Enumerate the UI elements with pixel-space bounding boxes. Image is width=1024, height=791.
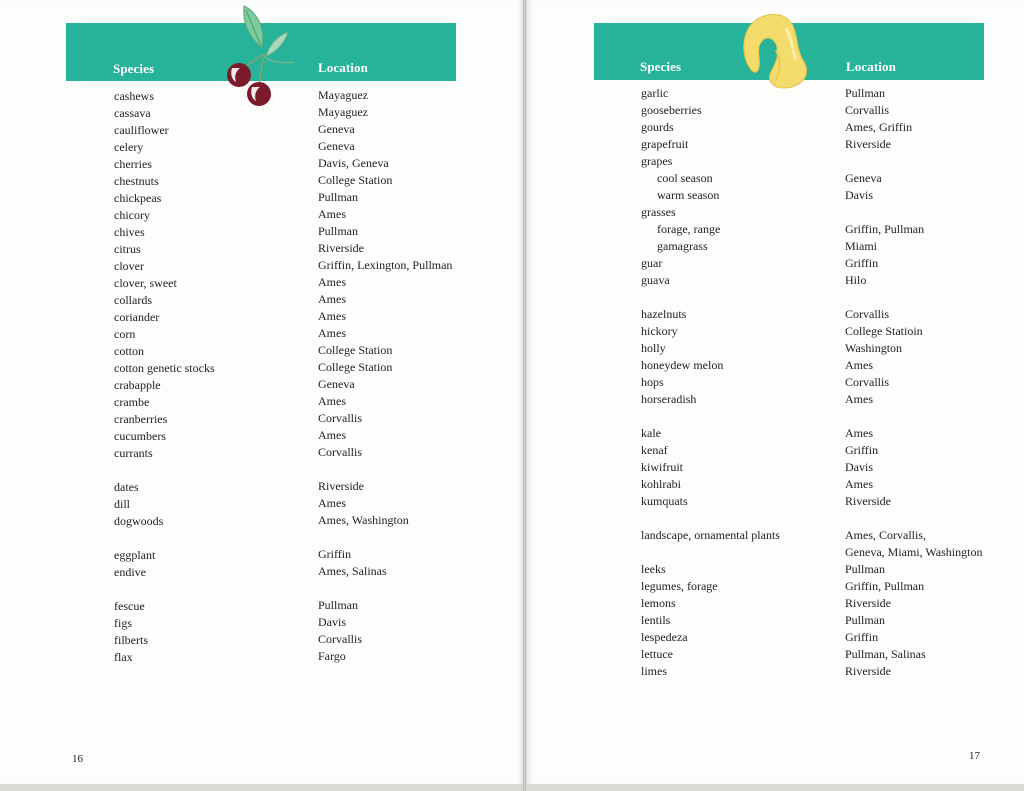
species-cell: holly: [641, 341, 666, 355]
species-cell: corn: [114, 327, 136, 341]
species-cell: clover: [114, 259, 144, 273]
species-cell: cherries: [114, 157, 152, 171]
location-cell: Pullman: [318, 598, 359, 612]
location-cell: Ames, Washington: [318, 513, 409, 527]
species-cell: cranberries: [114, 412, 168, 426]
species-cell: cucumbers: [114, 429, 166, 443]
location-cell: Mayaguez: [318, 88, 368, 102]
species-cell: citrus: [114, 242, 141, 256]
species-cell: hops: [641, 375, 664, 389]
right-page: [526, 0, 1024, 784]
species-cell: chives: [114, 225, 145, 239]
left-location-column: [318, 87, 452, 665]
species-cell: cassava: [114, 106, 151, 120]
species-cell: hazelnuts: [641, 307, 687, 321]
location-cell: [318, 461, 452, 478]
location-cell: Corvallis: [845, 375, 889, 389]
location-cell: Griffin, Lexington, Pullman: [318, 258, 453, 272]
location-cell: Ames: [318, 496, 346, 510]
location-cell: Ames: [318, 428, 346, 442]
location-cell: Riverside: [318, 241, 364, 255]
location-cell: Davis: [845, 188, 873, 202]
species-cell: eggplant: [114, 548, 156, 562]
species-cell: legumes, forage: [641, 579, 718, 593]
species-cell: chickpeas: [114, 191, 162, 205]
location-cell: Ames: [845, 477, 873, 491]
species-cell: dates: [114, 480, 139, 494]
location-cell: Ames: [845, 358, 873, 372]
species-cell: forage, range: [657, 222, 721, 236]
location-cell: Griffin: [845, 256, 879, 270]
species-cell: figs: [114, 616, 132, 630]
species-cell: coriander: [114, 310, 160, 324]
species-cell: [114, 581, 215, 598]
location-cell: Riverside: [318, 479, 364, 493]
species-cell: crabapple: [114, 378, 161, 392]
species-cell: [641, 289, 780, 306]
location-cell: Corvallis: [318, 445, 362, 459]
location-cell: Ames: [318, 275, 346, 289]
species-cell: [641, 510, 780, 527]
species-cell: [114, 530, 215, 547]
location-cell: Griffin: [845, 630, 879, 644]
location-cell: Ames: [318, 207, 346, 221]
species-cell: kumquats: [641, 494, 688, 508]
location-cell: Ames: [318, 292, 346, 306]
species-cell: guar: [641, 256, 663, 270]
left-species-heading: Species: [113, 61, 155, 76]
location-cell: Griffin, Pullman: [845, 222, 925, 236]
species-cell: [641, 544, 780, 561]
location-cell: Ames: [318, 309, 346, 323]
species-cell: lespedeza: [641, 630, 688, 644]
location-cell: Ames: [845, 426, 873, 440]
species-cell: dogwoods: [114, 514, 164, 528]
location-cell: Corvallis: [318, 411, 362, 425]
location-cell: Ames, Corvallis,: [845, 528, 926, 542]
location-cell: Pullman: [318, 190, 359, 204]
species-cell: filberts: [114, 633, 148, 647]
location-cell: Riverside: [845, 494, 891, 508]
species-cell: [114, 462, 215, 479]
location-cell: Griffin, Pullman: [845, 579, 925, 593]
species-cell: endive: [114, 565, 146, 579]
location-cell: Geneva: [318, 377, 355, 391]
location-cell: Washington: [845, 341, 903, 355]
species-cell: garlic: [641, 86, 669, 100]
species-cell: dill: [114, 497, 131, 511]
location-cell: [845, 510, 982, 527]
location-cell: College Station: [318, 343, 393, 357]
location-cell: Davis, Geneva: [318, 156, 389, 170]
right-species-column: [641, 85, 780, 680]
location-cell: Riverside: [845, 664, 891, 678]
species-cell: gooseberries: [641, 103, 702, 117]
species-cell: warm season: [657, 188, 720, 202]
location-cell: Davis: [845, 460, 873, 474]
location-cell: [845, 289, 982, 306]
location-cell: College Station: [318, 173, 393, 187]
location-cell: Corvallis: [845, 307, 889, 321]
location-cell: Pullman: [845, 613, 886, 627]
location-cell: Corvallis: [318, 632, 362, 646]
location-cell: Corvallis: [845, 103, 889, 117]
species-cell: landscape, ornamental plants: [641, 528, 780, 542]
location-cell: College Station: [318, 360, 393, 374]
location-cell: Ames: [318, 394, 346, 408]
location-cell: Hilo: [845, 273, 867, 287]
species-cell: cotton: [114, 344, 144, 358]
cherries-icon: [222, 4, 302, 108]
location-cell: [845, 153, 982, 170]
gourd-icon: [736, 10, 816, 90]
location-cell: Fargo: [318, 649, 346, 663]
species-cell: chestnuts: [114, 174, 159, 188]
location-cell: Riverside: [845, 137, 891, 151]
species-cell: cotton genetic stocks: [114, 361, 215, 375]
species-cell: lemons: [641, 596, 676, 610]
location-cell: Ames: [845, 392, 873, 406]
location-cell: Davis: [318, 615, 346, 629]
species-cell: kenaf: [641, 443, 668, 457]
location-cell: Griffin: [845, 443, 879, 457]
species-cell: chicory: [114, 208, 150, 222]
location-cell: College Statioin: [845, 324, 923, 338]
location-cell: [318, 580, 452, 597]
species-cell: gamagrass: [657, 239, 708, 253]
species-cell: kale: [641, 426, 661, 440]
location-cell: Pullman: [318, 224, 359, 238]
species-cell: celery: [114, 140, 144, 154]
location-cell: Griffin: [318, 547, 352, 561]
location-cell: Pullman: [845, 86, 886, 100]
species-cell: limes: [641, 664, 667, 678]
location-cell: Geneva: [318, 122, 355, 136]
species-cell: flax: [114, 650, 133, 664]
species-cell: lentils: [641, 613, 671, 627]
location-cell: [845, 204, 982, 221]
location-cell: Geneva: [845, 171, 882, 185]
location-cell: Pullman, Salinas: [845, 647, 926, 661]
species-cell: leeks: [641, 562, 666, 576]
location-cell: Ames, Griffin: [845, 120, 913, 134]
left-species-column: [114, 88, 215, 666]
species-cell: honeydew melon: [641, 358, 724, 372]
location-cell: [845, 408, 982, 425]
location-cell: Geneva: [318, 139, 355, 153]
species-cell: crambe: [114, 395, 150, 409]
species-cell: cauliflower: [114, 123, 169, 137]
species-cell: hickory: [641, 324, 678, 338]
location-cell: Pullman: [845, 562, 886, 576]
left-page-number: 16: [72, 753, 83, 765]
species-cell: clover, sweet: [114, 276, 177, 290]
location-cell: Ames, Salinas: [318, 564, 387, 578]
species-cell: gourds: [641, 120, 674, 134]
location-cell: Geneva, Miami, Washington: [845, 545, 983, 559]
species-cell: guava: [641, 273, 670, 287]
species-cell: collards: [114, 293, 152, 307]
species-cell: cool season: [657, 171, 713, 185]
location-cell: Mayaguez: [318, 105, 368, 119]
right-page-number: 17: [969, 750, 980, 762]
species-cell: fescue: [114, 599, 145, 613]
location-cell: Ames: [318, 326, 346, 340]
species-cell: lettuce: [641, 647, 673, 661]
species-cell: kiwifruit: [641, 460, 683, 474]
left-location-heading: Location: [318, 60, 368, 75]
location-cell: [318, 529, 452, 546]
right-location-column: [845, 85, 982, 680]
location-cell: Miami: [845, 239, 877, 253]
species-cell: grapes: [641, 154, 673, 168]
right-location-heading: Location: [846, 59, 896, 74]
species-cell: [641, 408, 780, 425]
species-cell: kohlrabi: [641, 477, 681, 491]
location-cell: Riverside: [845, 596, 891, 610]
right-species-heading: Species: [640, 59, 682, 74]
species-cell: horseradish: [641, 392, 697, 406]
species-cell: grasses: [641, 205, 676, 219]
species-cell: grapefruit: [641, 137, 689, 151]
species-cell: currants: [114, 446, 153, 460]
species-cell: cashews: [114, 89, 154, 103]
